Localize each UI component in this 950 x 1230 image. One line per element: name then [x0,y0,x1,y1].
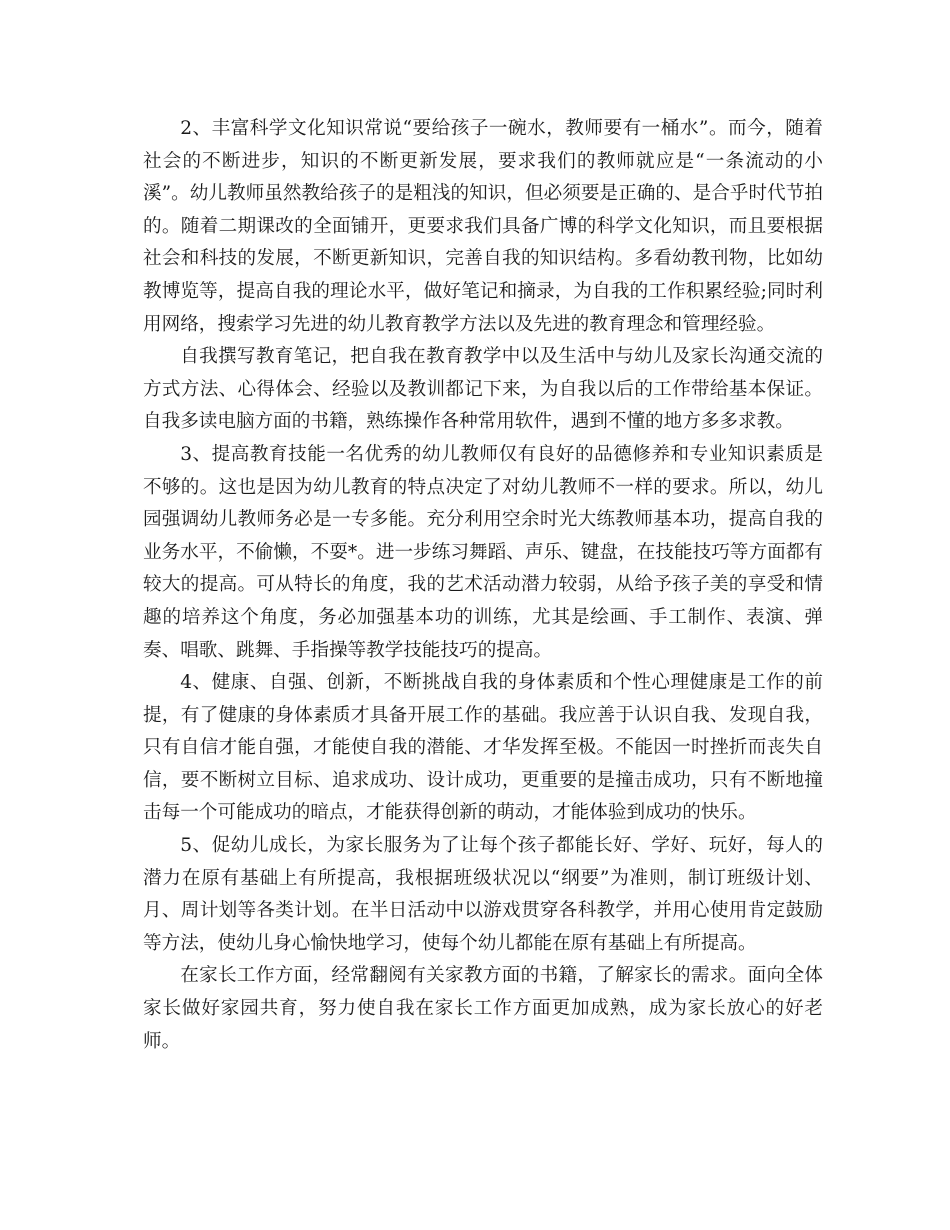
paragraph-notes: 自我撰写教育笔记，把自我在教育教学中以及生活中与幼儿及家长沟通交流的方式方法、心得体会、经验以及教训都记下来，为自我以后的工作带给基本保证。自我多读电脑方面的书籍，熟练操作各种常用软件，遇到不懂的地方多多求教。 [143,346,823,433]
paragraph-growth: 5、促幼儿成长，为家长服务为了让每个孩子都能长好、学好、玩好，每人的潜力在原有基础上有所提高，我根据班级状况以“纲要”为准则，制订班级计划、月、周计划等各类计划。在半日活动中以游戏贯穿各科教学，并用心使用肯定鼓励等方法，使幼儿身心愉快地学习，使每个幼儿都能在原有基础上有所提高。 [143,835,823,954]
document-body [143,113,823,1058]
paragraph-knowledge: 2、丰富科学文化知识常说“要给孩子一碗水，教师要有一桶水”。而今，随着社会的不断进步，知识的不断更新发展，要求我们的教师就应是“一条流动的小溪”。幼儿教师虽然教给孩子的是粗浅的知识，但必须要是正确的、是合乎时代节拍的。随着二期课改的全面铺开，更要求我们具备广博的科学文化知识，而且要根据社会和科技的发展，不断更新知识，完善自我的知识结构。多看幼教刊物，比如幼教博览等，提高自我的理论水平，做好笔记和摘录，为自我的工作积累经验;同时利用网络，搜索学习先进的幼儿教育教学方法以及先进的教育理念和管理经验。 [143,118,823,335]
paragraph-parents: 在家长工作方面，经常翻阅有关家教方面的书籍，了解家长的需求。面向全体家长做好家园共育，努力使自我在家长工作方面更加成熟，成为家长放心的好老师。 [143,965,823,1052]
paragraph-health: 4、健康、自强、创新，不断挑战自我的身体素质和个性心理健康是工作的前提，有了健康的身体素质才具备开展工作的基础。我应善于认识自我、发现自我，只有自信才能自强，才能使自我的潜能、才华发挥至极。不能因一时挫折而丧失自信，要不断树立目标、追求成功、设计成功，更重要的是撞击成功，只有不断地撞击每一个可能成功的暗点，才能获得创新的萌动，才能体验到成功的快乐。 [143,672,823,824]
paragraph-skills: 3、提高教育技能一名优秀的幼儿教师仅有良好的品德修养和专业知识素质是不够的。这也是因为幼儿教育的特点决定了对幼儿教师不一样的要求。所以，幼儿园强调幼儿教师务必是一专多能。充分利用空余时光大练教师基本功，提高自我的业务水平，不偷懒，不耍*。进一步练习舞蹈、声乐、键盘，在技能技巧等方面都有较大的提高。可从特长的角度，我的艺术活动潜力较弱，从给予孩子美的享受和情趣的培养这个角度，务必加强基本功的训练，尤其是绘画、手工制作、表演、弹奏、唱歌、跳舞、手指操等教学技能技巧的提高。 [143,443,823,661]
